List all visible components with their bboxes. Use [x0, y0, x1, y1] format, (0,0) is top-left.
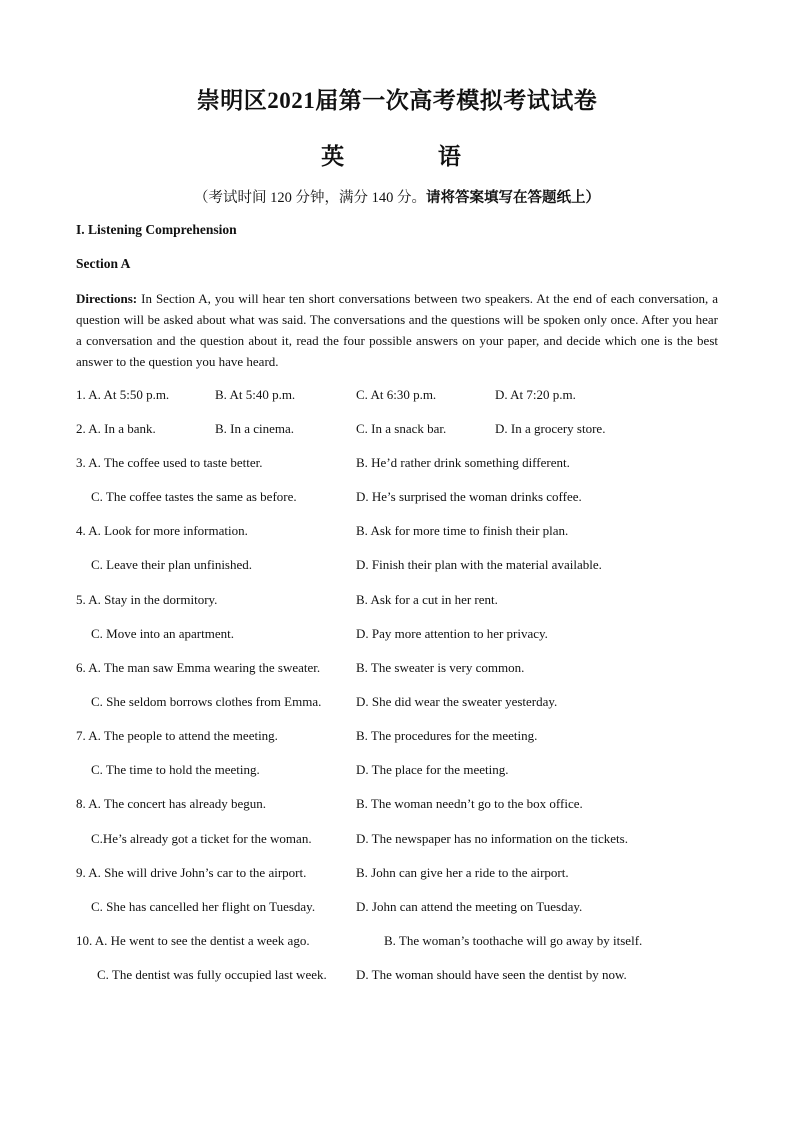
exam-note: [0, 186, 794, 207]
q9-option-b: B. John can give her a ride to the airport.: [356, 865, 569, 880]
directions-text: In Section A, you will hear ten short conversations between two speakers. At the end of each conversation, a question will be asked about what was said. The conversations and the questions will be spoken only once. After you hear a conversation and the question about it, read the four possible answers on your paper, and decide which one is the best answer to the question you have heard.: [76, 291, 718, 369]
q9-option-d: D. John can attend the meeting on Tuesday.: [356, 899, 583, 914]
q5-option-c: C. Move into an apartment.: [91, 626, 234, 641]
q5-option-a: 5. A. Stay in the dormitory.: [76, 592, 218, 607]
q3-option-d: D. He’s surprised the woman drinks coffee.: [356, 489, 582, 504]
q10-option-c: C. The dentist was fully occupied last week.: [97, 967, 327, 982]
q8-option-d: D. The newspaper has no information on the tickets.: [356, 831, 628, 846]
q4-option-c: C. Leave their plan unfinished.: [91, 557, 253, 572]
q9-option-a: 9. A. She will drive John’s car to the airport.: [76, 865, 307, 880]
q2-option-c: C. In a snack bar.: [356, 421, 447, 436]
q7-option-b: B. The procedures for the meeting.: [356, 728, 538, 743]
q1-option-b: B. At 5:40 p.m.: [215, 387, 296, 402]
exam-title: 崇明区2021届第一次高考模拟考试试卷: [196, 88, 598, 113]
q1-option-c: C. At 6:30 p.m.: [356, 387, 437, 402]
q2-option-d: D. In a grocery store.: [495, 421, 606, 436]
section-heading: Section A: [76, 256, 131, 271]
q1-option-d: D. At 7:20 p.m.: [495, 387, 576, 402]
q10-option-a: 10. A. He went to see the dentist a week ago.: [76, 933, 310, 948]
q4-option-b: B. Ask for more time to finish their plan.: [356, 523, 569, 538]
q2-option-a: 2. A. In a bank.: [76, 421, 156, 436]
q9-option-c: C. She has cancelled her flight on Tuesday.: [91, 899, 316, 914]
part-heading: I. Listening Comprehension: [76, 222, 237, 237]
q6-option-a: 6. A. The man saw Emma wearing the sweater.: [76, 660, 321, 675]
q7-option-a: 7. A. The people to attend the meeting.: [76, 728, 278, 743]
q4-option-a: 4. A. Look for more information.: [76, 523, 248, 538]
directions-paragraph: [76, 288, 718, 372]
q8-option-a: 8. A. The concert has already begun.: [76, 796, 266, 811]
q8-option-b: B. The woman needn’t go to the box office.: [356, 796, 583, 811]
q2-option-b: B. In a cinema.: [215, 421, 295, 436]
exam-note-normal: （考试时间 120 分钟，满分 140 分。: [194, 190, 426, 206]
q7-option-d: D. The place for the meeting.: [356, 762, 509, 777]
q3-option-a: 3. A. The coffee used to taste better.: [76, 455, 263, 470]
q6-option-c: C. She seldom borrows clothes from Emma.: [91, 694, 322, 709]
q8-option-c: C.He’s already got a ticket for the woman.: [91, 831, 312, 846]
q6-option-b: B. The sweater is very common.: [356, 660, 525, 675]
q7-option-c: C. The time to hold the meeting.: [91, 762, 260, 777]
q10-option-d: D. The woman should have seen the dentist by now.: [356, 967, 627, 982]
q1-option-a: 1. A. At 5:50 p.m.: [76, 387, 170, 402]
q10-option-b: B. The woman’s toothache will go away by itself.: [384, 933, 643, 948]
directions-label: Directions:: [76, 291, 138, 306]
q5-option-b: B. Ask for a cut in her rent.: [356, 592, 498, 607]
subject-title: 英 语: [321, 144, 491, 169]
q3-option-b: B. He’d rather drink something different.: [356, 455, 570, 470]
q6-option-d: D. She did wear the sweater yesterday.: [356, 694, 558, 709]
q3-option-c: C. The coffee tastes the same as before.: [91, 489, 297, 504]
exam-note-bold: 请将答案填写在答题纸上）: [426, 190, 600, 206]
q5-option-d: D. Pay more attention to her privacy.: [356, 626, 548, 641]
q4-option-d: D. Finish their plan with the material available.: [356, 557, 602, 572]
